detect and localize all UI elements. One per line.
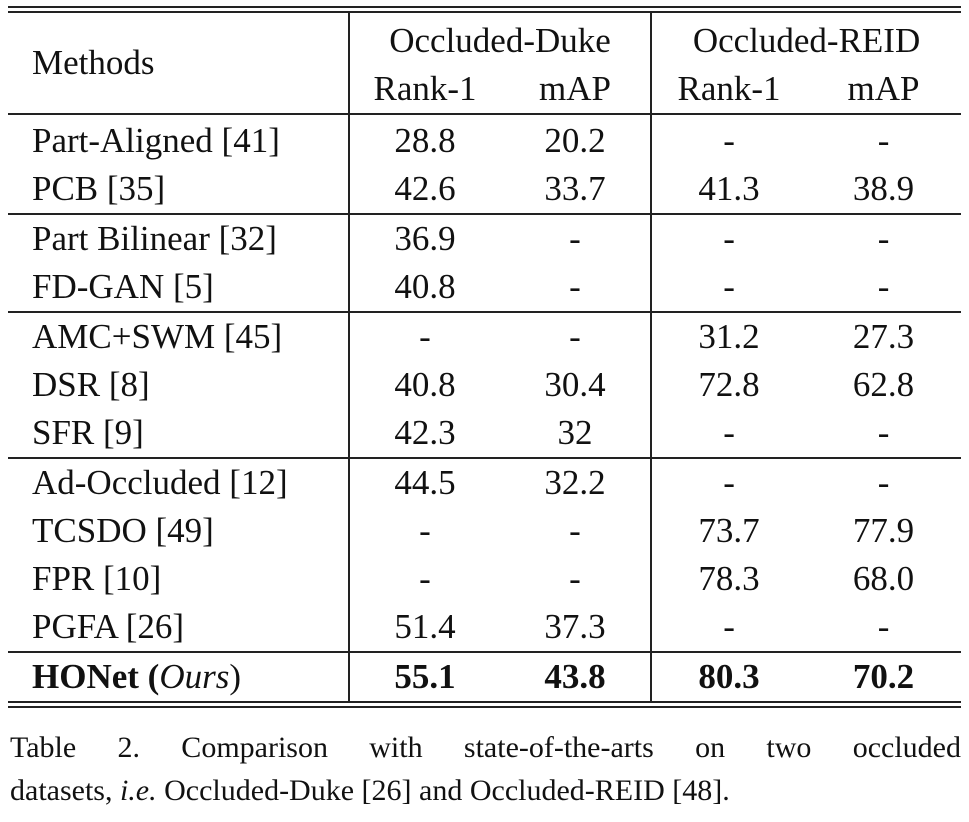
table-row-ours — [8, 652, 961, 701]
caption-text: Occluded-Duke [26] and Occluded-REID [48]. — [164, 774, 730, 807]
dataset-header-occluded-duke: Occluded-Duke — [349, 13, 651, 65]
value-cell: - — [500, 312, 651, 361]
table-row — [8, 312, 961, 361]
method-cell: FPR [10] — [8, 555, 349, 603]
value-cell: 36.9 — [349, 214, 500, 263]
value-cell: 33.7 — [500, 165, 651, 214]
value-cell: 70.2 — [806, 652, 961, 701]
value-cell: - — [806, 214, 961, 263]
value-cell: - — [500, 214, 651, 263]
method-cell: SFR [9] — [8, 409, 349, 458]
method-cell: PGFA [26] — [8, 603, 349, 652]
value-cell: - — [500, 263, 651, 312]
value-cell: 38.9 — [852, 169, 915, 208]
value-cell: 77.9 — [852, 511, 915, 550]
value-cell: 73.7 — [698, 511, 760, 550]
table-row — [8, 555, 961, 603]
dataset-header-occluded-reid: Occluded-REID — [692, 21, 921, 60]
table-top-rule — [8, 6, 961, 13]
value-cell: - — [877, 267, 890, 306]
value-cell: - — [806, 114, 961, 165]
table-row — [8, 214, 961, 263]
table-row — [8, 603, 961, 652]
value-cell: 55.1 — [349, 652, 500, 701]
value-cell: 43.8 — [500, 652, 651, 701]
value-cell: - — [723, 607, 735, 646]
metric-header: Rank-1 — [373, 69, 477, 108]
table-row — [8, 263, 961, 312]
table-row — [8, 165, 961, 214]
method-cell: Part-Aligned [41] — [8, 114, 349, 165]
value-cell: - — [723, 413, 735, 452]
value-cell: 51.4 — [394, 607, 456, 646]
value-cell: 68.0 — [852, 559, 915, 598]
method-cell: Ad-Occluded [12] — [8, 458, 349, 507]
value-cell: 40.8 — [394, 267, 456, 306]
method-cell: Part Bilinear [32] — [8, 214, 349, 263]
value-cell: 20.2 — [500, 114, 651, 165]
method-name: HONet — [32, 657, 139, 696]
value-cell: - — [419, 511, 431, 550]
value-cell: 31.2 — [651, 312, 806, 361]
caption-text: datasets, — [10, 774, 113, 807]
method-cell: DSR [8] — [8, 361, 349, 409]
table-row — [8, 507, 961, 555]
value-cell: - — [806, 458, 961, 507]
value-cell: 72.8 — [698, 365, 760, 404]
value-cell: 62.8 — [852, 365, 915, 404]
method-cell: PCB [35] — [8, 165, 349, 214]
value-cell: 80.3 — [651, 652, 806, 701]
value-cell: 44.5 — [349, 458, 500, 507]
table-row — [8, 458, 961, 507]
caption-line-1: Table 2. Comparison with state-of-the-arts on two occluded — [10, 731, 961, 764]
caption-line-2 — [10, 769, 961, 812]
value-cell: 78.3 — [698, 559, 760, 598]
table-row — [8, 409, 961, 458]
value-cell: 42.6 — [394, 169, 456, 208]
methods-header: Methods — [8, 13, 349, 114]
metric-header: Rank-1 — [677, 69, 781, 108]
value-cell: 27.3 — [806, 312, 961, 361]
method-cell: HONet (Ours) — [8, 652, 349, 701]
table-body — [8, 114, 961, 701]
value-cell: 32.2 — [500, 458, 651, 507]
method-cell: AMC+SWM [45] — [8, 312, 349, 361]
value-cell: - — [349, 312, 500, 361]
value-cell: - — [723, 267, 735, 306]
results-table-block — [8, 6, 961, 708]
value-cell: - — [500, 555, 651, 603]
value-cell: - — [500, 507, 651, 555]
value-cell: - — [877, 413, 890, 452]
value-cell: 41.3 — [698, 169, 760, 208]
value-cell: 28.8 — [349, 114, 500, 165]
table-row — [8, 361, 961, 409]
caption-ie: i.e. — [119, 774, 157, 807]
method-cell: TCSDO [49] — [8, 507, 349, 555]
value-cell: - — [651, 214, 806, 263]
value-cell: 32 — [500, 409, 651, 458]
table-caption — [10, 726, 961, 812]
value-cell: 37.3 — [500, 603, 651, 652]
ours-tag: Ours — [159, 657, 230, 696]
metric-header: mAP — [500, 65, 651, 114]
value-cell: 30.4 — [500, 361, 651, 409]
metric-header: mAP — [847, 69, 920, 108]
value-cell: - — [419, 559, 431, 598]
table-bottom-rule — [8, 701, 961, 708]
comparison-table — [8, 13, 961, 701]
value-cell: - — [651, 458, 806, 507]
value-cell: - — [651, 114, 806, 165]
value-cell: 42.3 — [394, 413, 456, 452]
method-cell: FD-GAN [5] — [8, 263, 349, 312]
value-cell: - — [877, 607, 890, 646]
table-row — [8, 114, 961, 165]
value-cell: 40.8 — [394, 365, 456, 404]
